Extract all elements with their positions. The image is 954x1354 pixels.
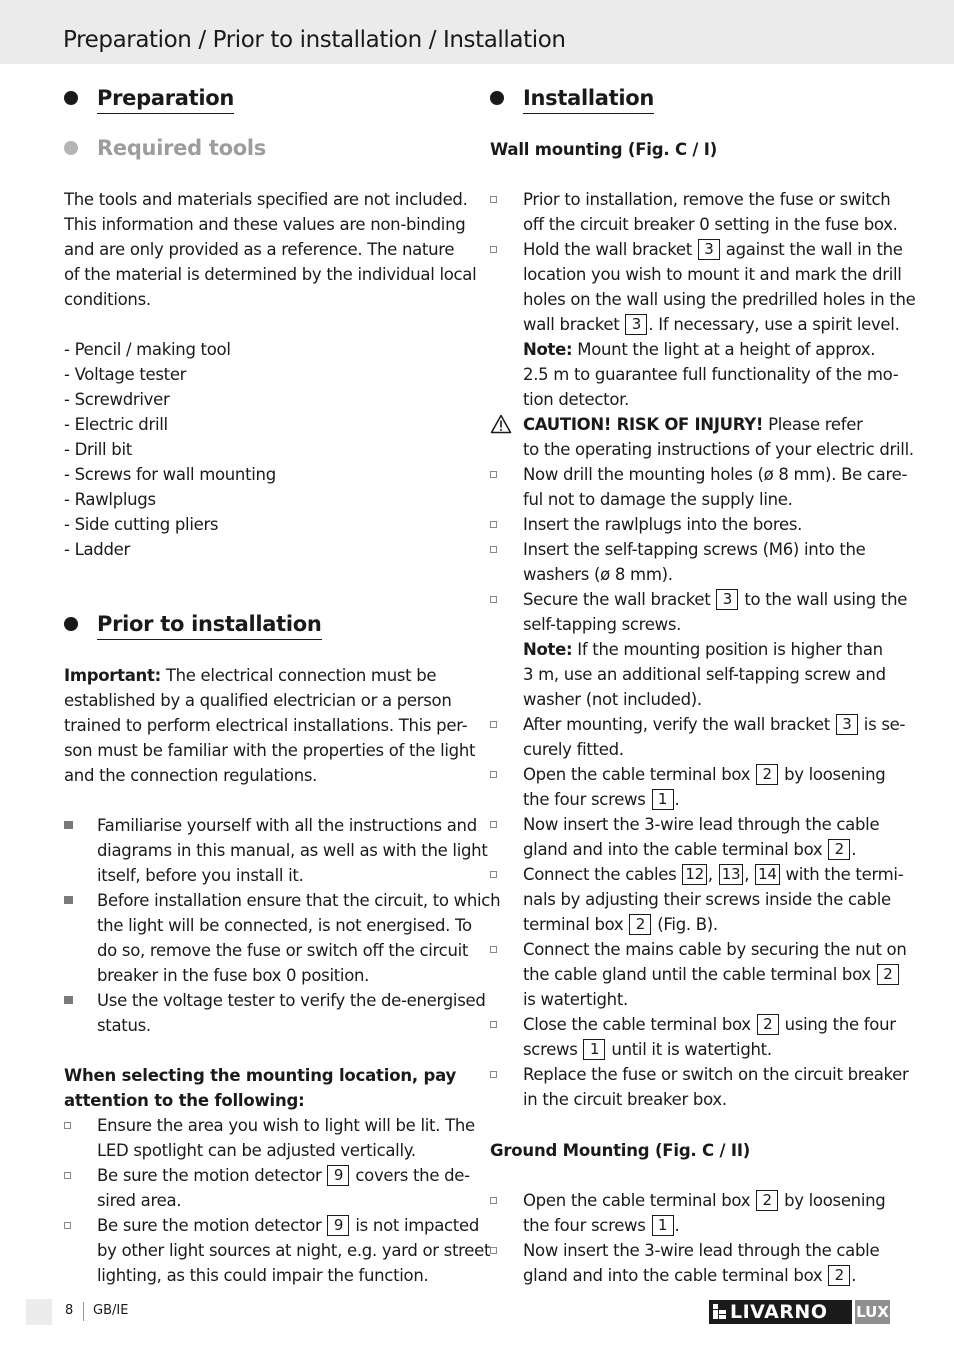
square-bullet-icon: [64, 821, 73, 829]
footer-divider: [83, 1302, 84, 1321]
bullet-dot-icon: [64, 141, 78, 155]
part-ref: 2: [757, 1014, 779, 1035]
part-ref: 9: [327, 1215, 349, 1236]
ground-mounting-heading: Ground Mounting (Fig. C / II): [490, 1141, 751, 1160]
brand-name: LIVARNO: [730, 1301, 828, 1323]
checkbox-bullet-icon: [490, 821, 497, 828]
part-ref: 14: [755, 864, 780, 885]
square-bullet-icon: [64, 996, 73, 1004]
wall-mounting-heading: Wall mounting (Fig. C / I): [490, 140, 718, 159]
part-ref: 2: [756, 1190, 778, 1211]
checkbox-bullet-icon: [490, 1197, 497, 1204]
warning-triangle-icon: [490, 414, 512, 434]
bullet-dot-icon: [490, 91, 504, 105]
checkbox-bullet-icon: [490, 1021, 497, 1028]
list-item: - Rawlplugs: [64, 490, 156, 509]
part-ref: 3: [716, 589, 738, 610]
note-label: Note:: [523, 340, 573, 359]
checkbox-bullet-icon: [490, 471, 497, 478]
brand-suffix: LUX: [855, 1300, 890, 1324]
footer-marker: [26, 1299, 52, 1325]
part-ref: 1: [652, 789, 674, 810]
checkbox-bullet-icon: [64, 1122, 71, 1129]
mounting-location-heading-cont: attention to the following:: [64, 1091, 305, 1110]
part-ref: 3: [625, 314, 647, 335]
checkbox-bullet-icon: [490, 596, 497, 603]
part-ref: 1: [583, 1039, 605, 1060]
checkbox-bullet-icon: [490, 946, 497, 953]
caution-label: CAUTION! RISK OF INJURY!: [523, 415, 764, 434]
list-item: - Voltage tester: [64, 365, 187, 384]
part-ref: 9: [327, 1165, 349, 1186]
checkbox-bullet-icon: [490, 871, 497, 878]
locale-label: GB/IE: [93, 1303, 129, 1318]
list-item: - Screwdriver: [64, 390, 170, 409]
important-label: Important:: [64, 666, 161, 685]
brand-logo: [709, 1300, 891, 1324]
bullet-dot-icon: [64, 91, 78, 105]
part-ref: 2: [877, 964, 899, 985]
checkbox-bullet-icon: [64, 1172, 71, 1179]
checkbox-bullet-icon: [490, 521, 497, 528]
checkbox-bullet-icon: [490, 721, 497, 728]
list-item: - Ladder: [64, 540, 130, 559]
checkbox-bullet-icon: [64, 1222, 71, 1229]
note-label: Note:: [523, 640, 573, 659]
part-ref: 1: [652, 1215, 674, 1236]
page-title: Preparation / Prior to installation / Installation: [63, 27, 566, 53]
list-item: - Screws for wall mounting: [64, 465, 276, 484]
part-ref: 13: [719, 864, 744, 885]
part-ref: 2: [828, 1265, 850, 1286]
list-item: - Drill bit: [64, 440, 132, 459]
part-ref: 2: [756, 764, 778, 785]
checkbox-bullet-icon: [490, 771, 497, 778]
bullet-dot-icon: [64, 617, 78, 631]
checkbox-bullet-icon: [490, 546, 497, 553]
list-item: - Pencil / making tool: [64, 340, 231, 359]
part-ref: 2: [629, 914, 651, 935]
part-ref: 3: [698, 239, 720, 260]
list-item: - Side cutting pliers: [64, 515, 219, 534]
list-item: - Electric drill: [64, 415, 168, 434]
square-bullet-icon: [64, 896, 73, 904]
checkbox-bullet-icon: [490, 196, 497, 203]
checkbox-bullet-icon: [490, 1247, 497, 1254]
page-number: 8: [65, 1303, 74, 1318]
checkbox-bullet-icon: [490, 246, 497, 253]
part-ref: 12: [682, 864, 707, 885]
part-ref: 3: [836, 714, 858, 735]
part-ref: 2: [828, 839, 850, 860]
logo-mark-icon: [713, 1304, 726, 1319]
mounting-location-heading: When selecting the mounting location, pay: [64, 1066, 457, 1085]
checkbox-bullet-icon: [490, 1071, 497, 1078]
